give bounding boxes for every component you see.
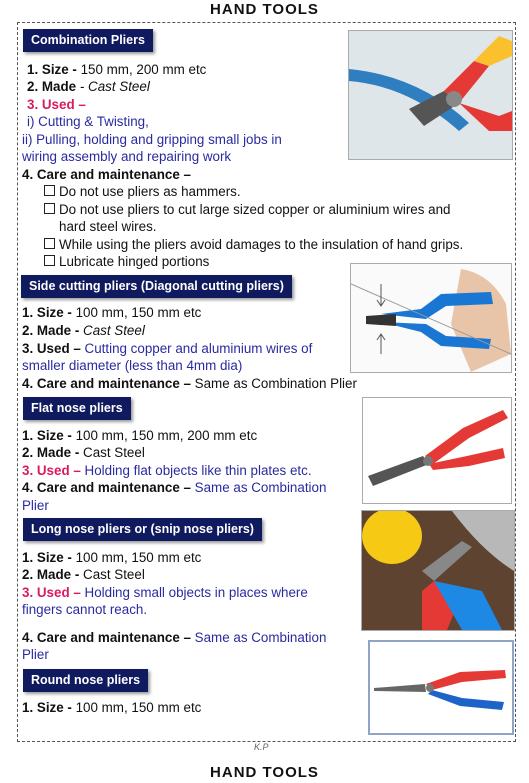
long-nose-care-cont: Plier: [22, 647, 49, 662]
long-nose-size: 1. Size - 100 mm, 150 mm etc: [22, 550, 202, 565]
long-nose-care: 4. Care and maintenance – Same as Combination: [22, 630, 327, 645]
checkbox-icon: [44, 238, 55, 249]
round-nose-size: 1. Size - 100 mm, 150 mm etc: [22, 700, 202, 715]
combination-care-item-cont: hard steel wires.: [59, 219, 157, 234]
long-nose-made: 2. Made - Cast Steel: [22, 567, 145, 582]
signature: K.P: [254, 742, 269, 752]
combination-use-2a: ii) Pulling, holding and gripping small jobs in: [22, 132, 282, 147]
combination-care-item: While using the pliers avoid damages to the insulation of hand grips.: [44, 236, 463, 253]
combination-care-label: 4. Care and maintenance –: [22, 167, 191, 182]
combination-care-item: Do not use pliers to cut large sized copper or aluminium wires and: [44, 201, 451, 218]
side-cutting-used-cont: smaller diameter (less than 4mm dia): [22, 358, 243, 373]
section-heading-round-nose: Round nose pliers: [23, 669, 148, 692]
flat-nose-pliers-photo: [362, 397, 512, 504]
flat-nose-size: 1. Size - 100 mm, 150 mm, 200 mm etc: [22, 428, 258, 443]
long-nose-used: 3. Used – Holding small objects in places where: [22, 585, 308, 600]
checkbox-icon: [44, 255, 55, 266]
side-cutting-used: 3. Used – Cutting copper and aluminium wires of: [22, 341, 313, 356]
side-cutting-pliers-photo: [350, 263, 512, 373]
page-title: HAND TOOLS: [210, 1, 319, 18]
checkbox-icon: [44, 203, 55, 214]
combination-use-2b: wiring assembly and repairing work: [22, 149, 232, 164]
side-cutting-made: 2. Made - Cast Steel: [22, 323, 145, 338]
combination-use-1: i) Cutting & Twisting,: [27, 114, 149, 129]
combination-size: 1. Size - 150 mm, 200 mm etc: [27, 62, 207, 77]
flat-nose-care-cont: Plier: [22, 498, 49, 513]
flat-nose-used: 3. Used – Holding flat objects like thin plates etc.: [22, 463, 312, 478]
footer-title: HAND TOOLS: [210, 764, 319, 781]
long-nose-used-cont: fingers cannot reach.: [22, 602, 148, 617]
combination-made: 2. Made - Cast Steel: [27, 79, 150, 94]
combination-used-label: 3. Used –: [27, 97, 86, 112]
side-cutting-size: 1. Size - 100 mm, 150 mm etc: [22, 305, 202, 320]
combination-care-item: Do not use pliers as hammers.: [44, 183, 241, 200]
long-nose-pliers-photo: [361, 510, 515, 631]
section-heading-combination: Combination Pliers: [23, 29, 153, 52]
flat-nose-care: 4. Care and maintenance – Same as Combination: [22, 480, 327, 495]
section-heading-flat-nose: Flat nose pliers: [23, 397, 131, 420]
combination-pliers-photo: [348, 30, 513, 160]
section-heading-side-cutting: Side cutting pliers (Diagonal cutting pliers): [21, 275, 292, 298]
checkbox-icon: [44, 185, 55, 196]
section-heading-long-nose: Long nose pliers or (snip nose pliers): [23, 518, 262, 541]
combination-care-item: Lubricate hinged portions: [44, 253, 209, 270]
side-cutting-care: 4. Care and maintenance – Same as Combination Plier: [22, 376, 357, 391]
round-nose-pliers-photo: [368, 640, 514, 735]
flat-nose-made: 2. Made - Cast Steel: [22, 445, 145, 460]
